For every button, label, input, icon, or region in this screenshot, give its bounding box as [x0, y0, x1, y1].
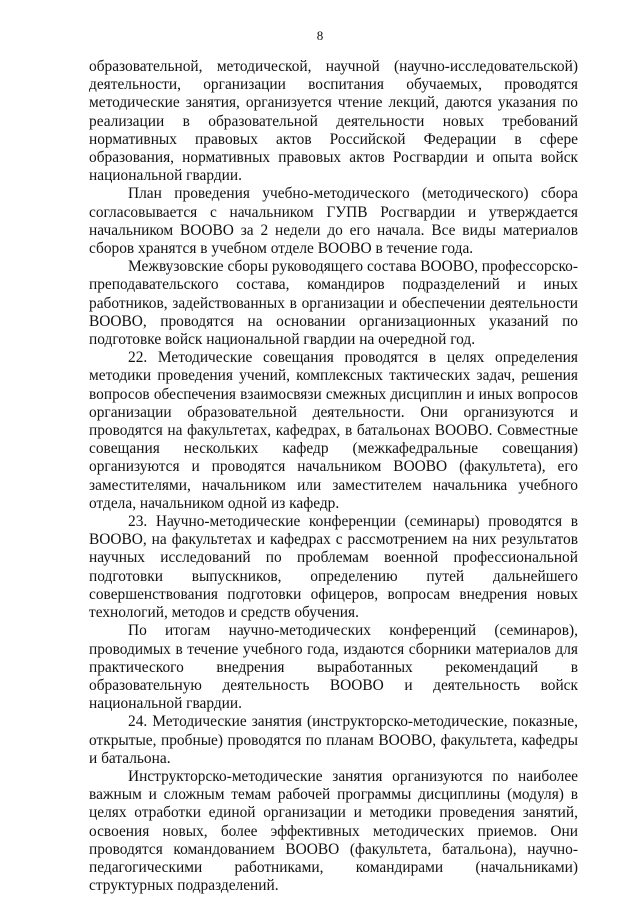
paragraph-conference-results: По итогам научно-методических конференций (семинаров), проводимых в течение учебного года, издаются сборники материалов для практического внедрения выработанных рекомендаций в образовательную деятельность ВООВО и деятельность войск национальной гвардии.: [89, 622, 578, 713]
body-text: [89, 58, 578, 895]
paragraph-23-scientific-conferences: 23. Научно-методические конференции (семинары) проводятся в ВООВО, на факультетах и кафедрах с рассмотрением на них результатов научных исследований по проблемам военной профессиональной подготовки выпускников, определению путей дальнейшего совершенствования подготовки офицеров, вопросам внедрения новых технологий, методов и средств обучения.: [89, 513, 578, 622]
paragraph-instructor-methodical-classes: Инструкторско-методические занятия организуются по наиболее важным и сложным темам рабочей программы дисциплины (модуля) в целях отработки единой организации и методики проведения занятий, освоения новых, более эффективных методических приемов. Они проводятся командованием ВООВО (факультета, батальона), научно-педагогическими работниками, командирами (начальниками) структурных подразделений.: [89, 767, 578, 895]
paragraph-24-methodical-classes: 24. Методические занятия (инструкторско-методические, показные, открытые, пробные) проводятся по планам ВООВО, факультета, кафедры и батальона.: [89, 713, 578, 767]
paragraph-plan-of-methodical-meeting: План проведения учебно-методического (методического) сбора согласовывается с начальником ГУПВ Росгвардии и утверждается начальником ВООВО за 2 недели до его начала. Все виды материалов сборов хранятся в учебном отделе ВООВО в течение года.: [89, 185, 578, 258]
paragraph-interuniversity-meetings: Межвузовские сборы руководящего состава ВООВО, профессорско-преподавательского состава, командиров подразделений и иных работников, задействованных в организации и обеспечении деятельности ВООВО, проводятся на основании организационных указаний по подготовке войск национальной гвардии на очередной год.: [89, 258, 578, 349]
paragraph-22-methodical-meetings: 22. Методические совещания проводятся в целях определения методики проведения учений, комплексных тактических задач, решения вопросов обеспечения взаимосвязи смежных дисциплин и иных вопросов организации образовательной деятельности. Они организуются и проводятся на факультетах, кафедрах, в батальонах ВООВО. Совместные совещания нескольких кафедр (межкафедральные совещания) организуются и проводятся начальником ВООВО (факультета), его заместителями, начальником или заместителем начальника учебного отдела, начальником одной из кафедр.: [89, 349, 578, 512]
paragraph-intro-continuation: образовательной, методической, научной (научно-исследовательской) деятельности, организации воспитания обучаемых, проводятся методические занятия, организуется чтение лекций, даются указания по реализации в образовательной деятельности новых требований нормативных правовых актов Российской Федерации в сфере образования, нормативных правовых актов Росгвардии и опыта войск национальной гвардии.: [89, 58, 578, 185]
page-number: 8: [316, 28, 324, 43]
